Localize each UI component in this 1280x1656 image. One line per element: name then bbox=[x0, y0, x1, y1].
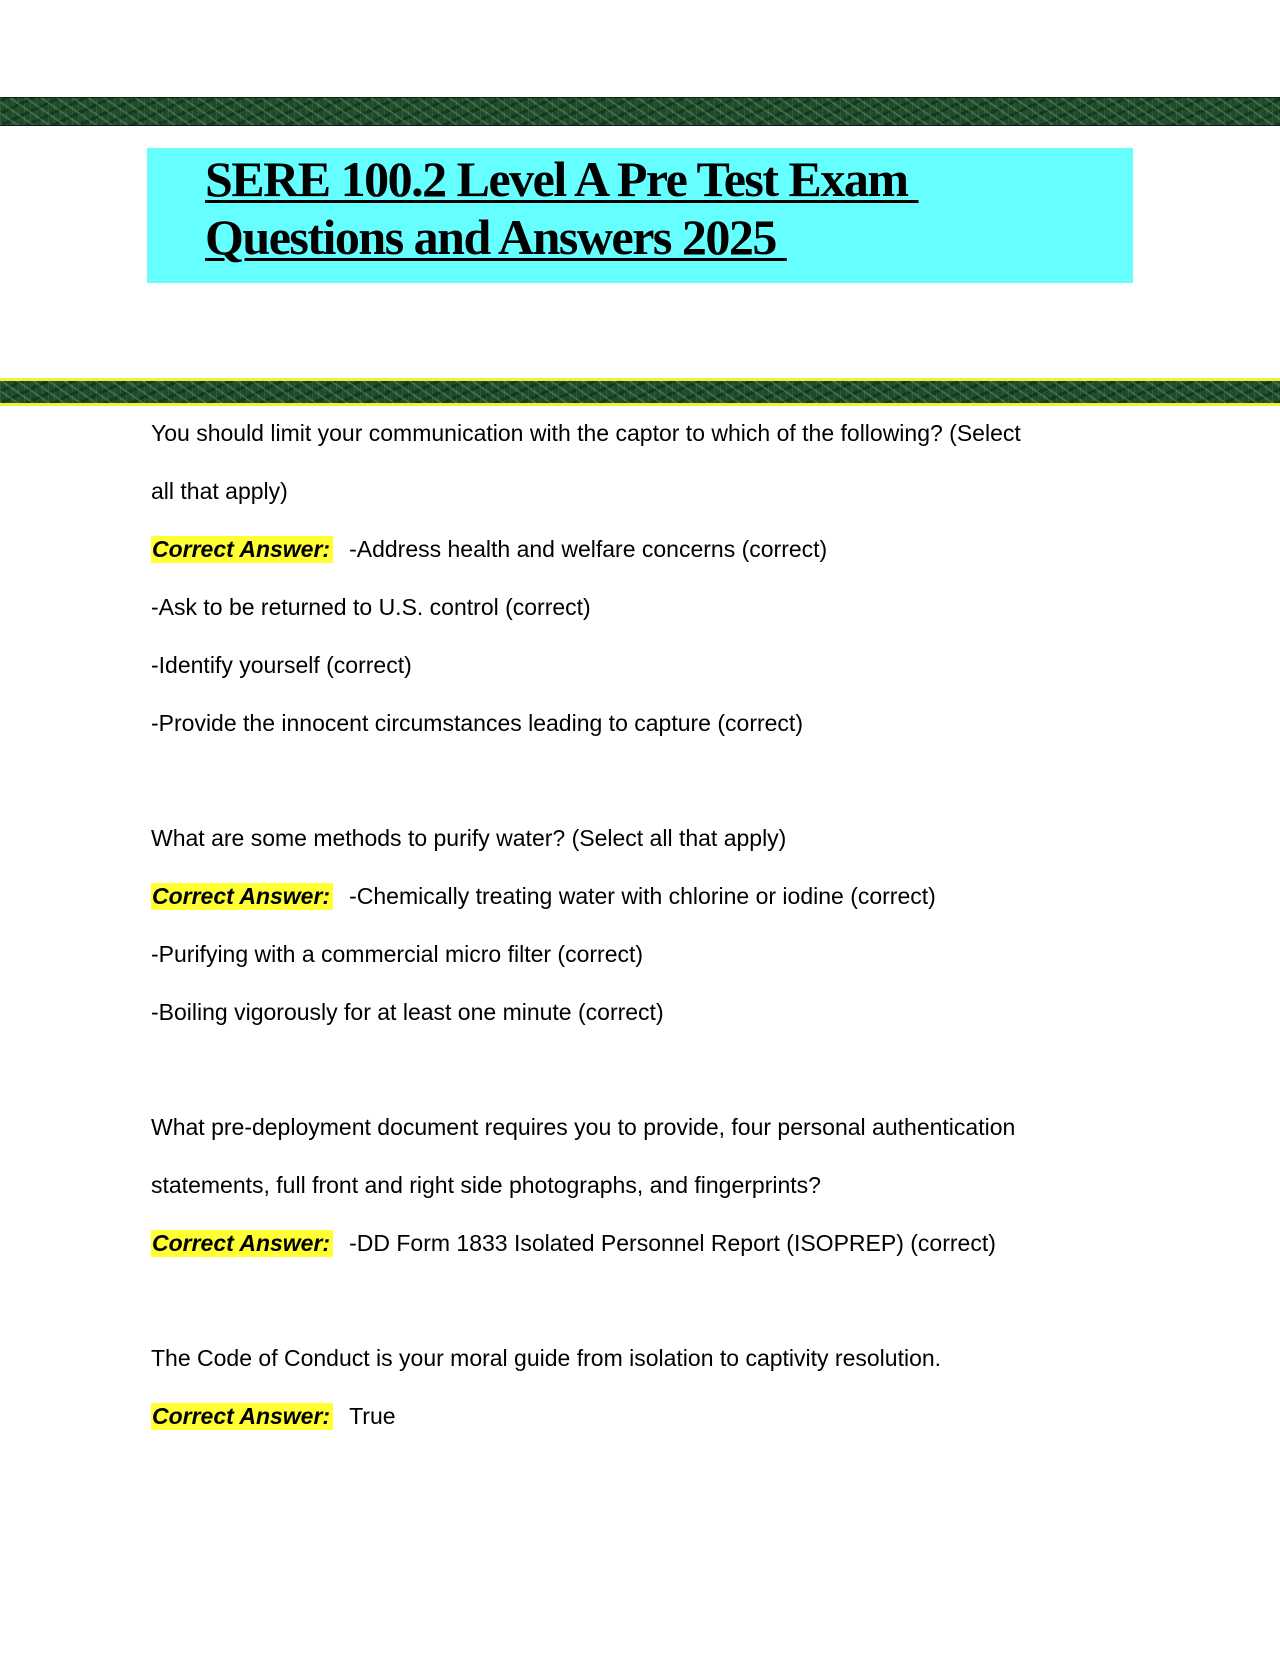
correct-answer-label: Correct Answer: bbox=[151, 883, 333, 910]
answer-text: -Purifying with a commercial micro filter (correct) bbox=[151, 941, 644, 967]
question-text: You should limit your communication with the captor to which of the following? (Select bbox=[151, 420, 1021, 446]
answer-text: -Ask to be returned to U.S. control (correct) bbox=[151, 594, 591, 620]
answer-line bbox=[151, 1214, 1121, 1272]
question-block bbox=[151, 1098, 1121, 1272]
question-text: all that apply) bbox=[151, 478, 288, 504]
decorative-band-bottom bbox=[0, 378, 1280, 406]
title-line-1: SERE 100.2 Level A Pre Test Exam bbox=[205, 151, 919, 207]
answer-text: -Boiling vigorously for at least one minute (correct) bbox=[151, 999, 664, 1025]
title-line-2: Questions and Answers 2025 bbox=[205, 209, 787, 265]
question-block bbox=[151, 1329, 1121, 1445]
questions-list bbox=[151, 404, 1121, 1445]
title-banner bbox=[147, 148, 1133, 283]
answer-text: -Chemically treating water with chlorine or iodine (correct) bbox=[349, 883, 936, 909]
question-text: What are some methods to purify water? (Select all that apply) bbox=[151, 825, 787, 851]
question-text: The Code of Conduct is your moral guide from isolation to captivity resolution. bbox=[151, 1345, 942, 1371]
answer-line bbox=[151, 1387, 1121, 1445]
answer-text: -Identify yourself (correct) bbox=[151, 652, 412, 678]
answer-line bbox=[151, 867, 1121, 925]
correct-answer-label: Correct Answer: bbox=[151, 1403, 333, 1430]
question-block bbox=[151, 809, 1121, 1041]
document-title bbox=[205, 150, 919, 266]
correct-answer-label: Correct Answer: bbox=[151, 1230, 333, 1257]
correct-answer-label: Correct Answer: bbox=[151, 536, 333, 563]
answer-text: -Address health and welfare concerns (correct) bbox=[349, 536, 828, 562]
answer-text: -Provide the innocent circumstances leading to capture (correct) bbox=[151, 710, 803, 736]
question-text: What pre-deployment document requires you to provide, four personal authentication bbox=[151, 1114, 1016, 1140]
question-block bbox=[151, 404, 1121, 752]
question-text: statements, full front and right side photographs, and fingerprints? bbox=[151, 1172, 821, 1198]
decorative-band-top bbox=[0, 97, 1280, 126]
answer-text: True bbox=[349, 1403, 396, 1429]
answer-text: -DD Form 1833 Isolated Personnel Report (ISOPREP) (correct) bbox=[349, 1230, 996, 1256]
answer-line bbox=[151, 520, 1121, 578]
